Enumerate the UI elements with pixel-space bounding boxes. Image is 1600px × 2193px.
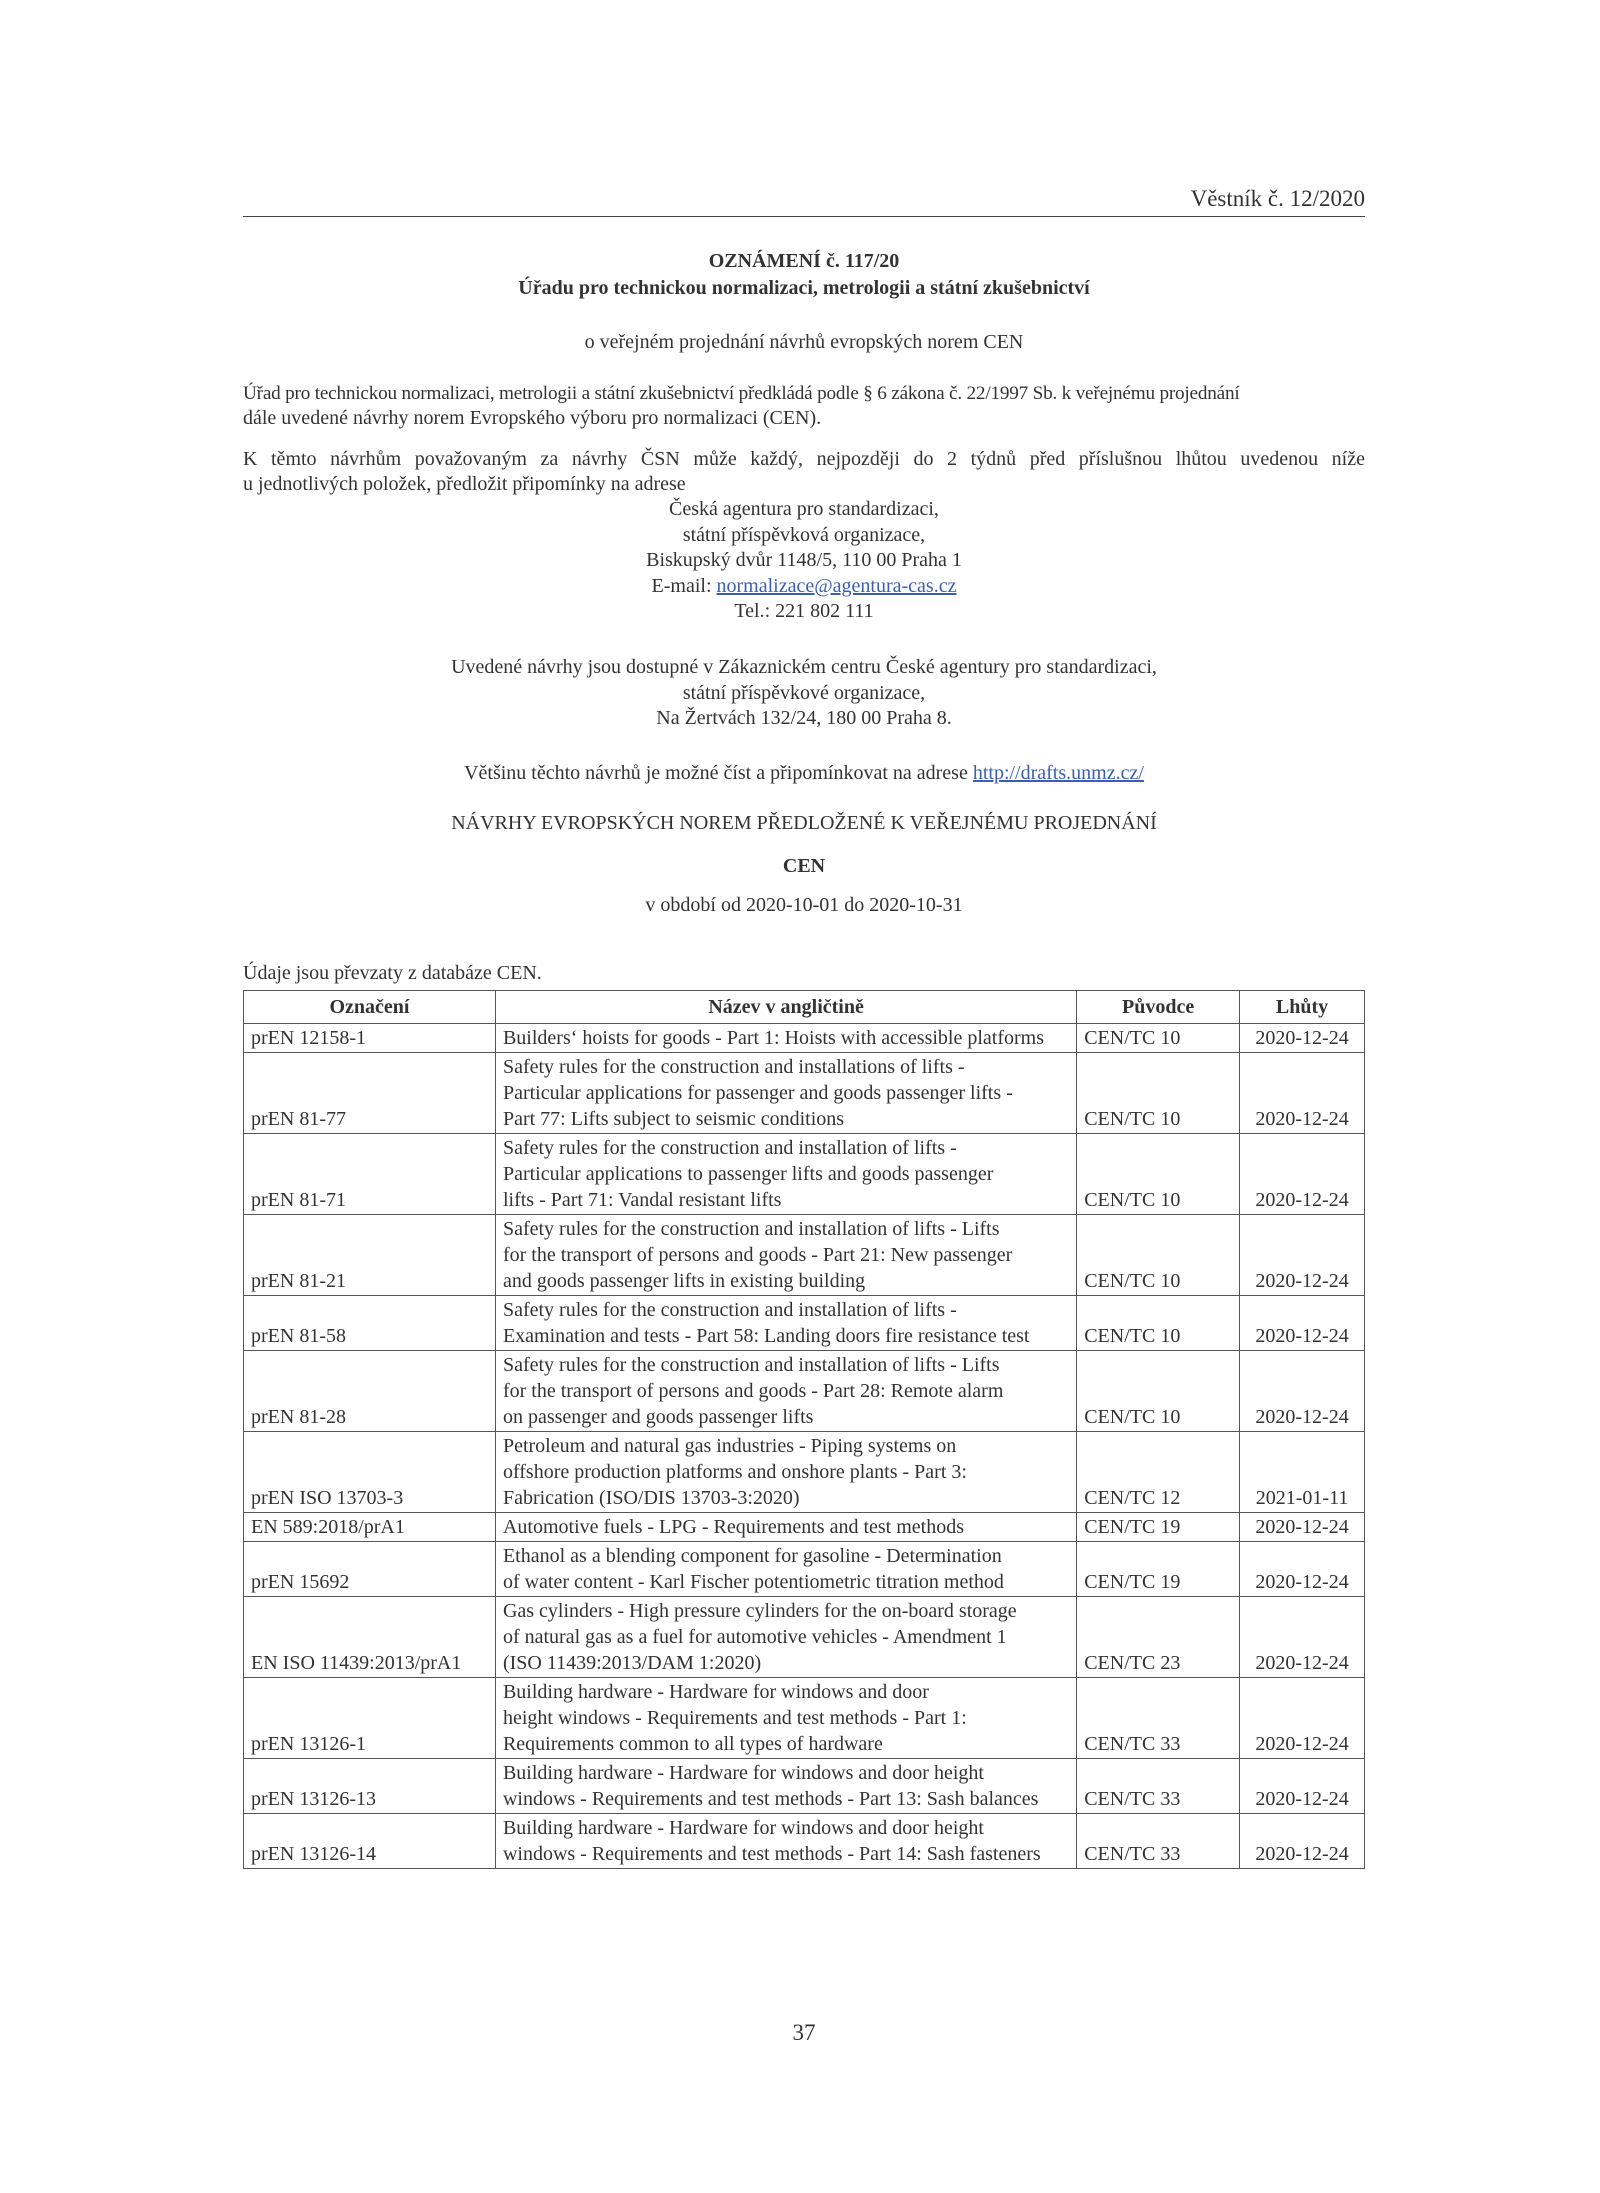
cell-code: prEN 81-71 — [244, 1134, 496, 1215]
cell-title: Building hardware - Hardware for windows and door height windows - Requirements and test methods - Part 14: Sash fasteners — [495, 1814, 1076, 1869]
cell-deadline: 2020-12-24 — [1240, 1215, 1365, 1296]
table-header-row — [244, 991, 1365, 1024]
header-rule — [243, 216, 1365, 217]
cell-deadline: 2021-01-11 — [1240, 1432, 1365, 1513]
drafts-table — [243, 990, 1365, 1869]
table-row — [244, 1542, 1365, 1597]
section-heading: NÁVRHY EVROPSKÝCH NOREM PŘEDLOŽENÉ K VEŘEJNÉMU PROJEDNÁNÍ — [451, 812, 1157, 834]
online-text: Většinu těchto návrhů je možné číst a připomínkovat na adrese — [464, 762, 973, 784]
cell-committee: CEN/TC 10 — [1077, 1134, 1240, 1215]
cell-title: Building hardware - Hardware for windows and door height windows - Requirements and test methods - Part 1: Requirements common to all types of hardware — [495, 1678, 1076, 1759]
cell-title: Automotive fuels - LPG - Requirements and test methods — [495, 1513, 1076, 1542]
cell-deadline: 2020-12-24 — [1240, 1351, 1365, 1432]
cell-code: prEN 81-77 — [244, 1053, 496, 1134]
cell-committee: CEN/TC 10 — [1077, 1215, 1240, 1296]
announcement-title: OZNÁMENÍ č. 117/20 — [708, 250, 900, 272]
cell-title: Building hardware - Hardware for windows and door height windows - Requirements and test methods - Part 13: Sash balances — [495, 1759, 1076, 1814]
cell-code: EN ISO 11439:2013/prA1 — [244, 1597, 496, 1678]
agency-org-type: státní příspěvková organizace, — [682, 523, 926, 546]
cell-committee: CEN/TC 10 — [1077, 1296, 1240, 1351]
agency-address — [243, 497, 1365, 625]
cell-code: prEN ISO 13703-3 — [244, 1432, 496, 1513]
cell-title: Gas cylinders - High pressure cylinders for the on-board storage of natural gas as a fuel for automotive vehicles - Amendment 1 (ISO 11439:2013/DAM 1:2020) — [495, 1597, 1076, 1678]
drafts-link[interactable]: http://drafts.unmz.cz/ — [972, 762, 1144, 784]
cell-code: prEN 81-28 — [244, 1351, 496, 1432]
online-notice — [243, 762, 1365, 785]
cell-deadline: 2020-12-24 — [1240, 1134, 1365, 1215]
section-body: CEN — [782, 855, 826, 877]
availability-line-3: Na Žertvách 132/24, 180 00 Praha 8. — [656, 707, 952, 729]
table-row — [244, 1432, 1365, 1513]
cell-deadline: 2020-12-24 — [1240, 1513, 1365, 1542]
column-header-code: Označení — [244, 991, 496, 1024]
cell-committee: CEN/TC 19 — [1077, 1542, 1240, 1597]
cell-committee: CEN/TC 19 — [1077, 1513, 1240, 1542]
cell-deadline: 2020-12-24 — [1240, 1678, 1365, 1759]
page-number: 37 — [792, 2020, 816, 2045]
cell-committee: CEN/TC 33 — [1077, 1678, 1240, 1759]
table-row — [244, 1296, 1365, 1351]
email-link[interactable]: normalizace@agentura-cas.cz — [716, 574, 957, 597]
cell-title: Builders‘ hoists for goods - Part 1: Hoists with accessible platforms — [495, 1024, 1076, 1053]
cell-code: prEN 13126-13 — [244, 1759, 496, 1814]
running-head: Věstník č. 12/2020 — [1190, 186, 1365, 211]
availability-block — [243, 655, 1365, 732]
cell-title: Petroleum and natural gas industries - Piping systems on offshore production platforms and onshore plants - Part 3: Fabrication (ISO/DIS 13703-3:2020) — [495, 1432, 1076, 1513]
cell-committee: CEN/TC 10 — [1077, 1053, 1240, 1134]
agency-phone: Tel.: 221 802 111 — [734, 600, 874, 622]
cell-committee: CEN/TC 10 — [1077, 1351, 1240, 1432]
availability-line-1: Uvedené návrhy jsou dostupné v Zákaznickém centru České agentury pro standardizaci, — [451, 656, 1157, 678]
comments-line-1: K těmto návrhům považovaným za návrhy ČSN může každý, nejpozději do 2 týdnů před příslušnou lhůtou uvedenou níže — [243, 448, 1365, 470]
availability-line-2: státní příspěvkové organizace, — [682, 681, 926, 704]
comments-paragraph — [243, 447, 1365, 497]
table-row — [244, 1134, 1365, 1215]
table-row — [244, 1759, 1365, 1814]
cell-deadline: 2020-12-24 — [1240, 1759, 1365, 1814]
cell-committee: CEN/TC 33 — [1077, 1759, 1240, 1814]
agency-email-line — [243, 574, 1365, 600]
cell-committee: CEN/TC 10 — [1077, 1024, 1240, 1053]
cell-title: Safety rules for the construction and installations of lifts - Particular applications for passenger and goods passenger lifts - Part 77: Lifts subject to seismic conditions — [495, 1053, 1076, 1134]
table-row — [244, 1678, 1365, 1759]
cell-title: Safety rules for the construction and installation of lifts - Lifts for the transport of persons and goods - Part 21: New passenger and goods passenger lifts in existing building — [495, 1215, 1076, 1296]
table-row — [244, 1597, 1365, 1678]
comments-line-2: u jednotlivých položek, předložit připomínky na adrese — [243, 473, 686, 495]
cell-code: prEN 15692 — [244, 1542, 496, 1597]
cell-code: prEN 12158-1 — [244, 1024, 496, 1053]
cell-deadline: 2020-12-24 — [1240, 1296, 1365, 1351]
cell-committee: CEN/TC 12 — [1077, 1432, 1240, 1513]
cell-code: prEN 13126-1 — [244, 1678, 496, 1759]
cell-deadline: 2020-12-24 — [1240, 1024, 1365, 1053]
table-row — [244, 1814, 1365, 1869]
section-period: v období od 2020-10-01 do 2020-10-31 — [645, 894, 963, 916]
cell-code: prEN 81-21 — [244, 1215, 496, 1296]
cell-committee: CEN/TC 23 — [1077, 1597, 1240, 1678]
table-row — [244, 1351, 1365, 1432]
cell-code: prEN 81-58 — [244, 1296, 496, 1351]
intro-paragraph — [243, 381, 1365, 431]
table-caption: Údaje jsou převzaty z databáze CEN. — [243, 962, 542, 984]
cell-title: Safety rules for the construction and installation of lifts - Examination and tests - Part 58: Landing doors fire resistance test — [495, 1296, 1076, 1351]
intro-line-2: dále uvedené návrhy norem Evropského výboru pro normalizaci (CEN). — [243, 407, 822, 429]
cell-committee: CEN/TC 33 — [1077, 1814, 1240, 1869]
column-header-committee: Původce — [1077, 991, 1240, 1024]
email-label: E-mail: — [651, 574, 717, 597]
announcement-issuer: Úřadu pro technickou normalizaci, metrologii a státní zkušebnictví — [518, 277, 1090, 299]
agency-street: Biskupský dvůr 1148/5, 110 00 Praha 1 — [646, 549, 962, 571]
cell-code: prEN 13126-14 — [244, 1814, 496, 1869]
column-header-title: Název v angličtině — [495, 991, 1076, 1024]
announcement-subject: o veřejném projednání návrhů evropských norem CEN — [584, 331, 1024, 353]
cell-deadline: 2020-12-24 — [1240, 1814, 1365, 1869]
agency-name: Česká agentura pro standardizaci, — [669, 498, 939, 520]
cell-deadline: 2020-12-24 — [1240, 1053, 1365, 1134]
table-row — [244, 1513, 1365, 1542]
cell-deadline: 2020-12-24 — [1240, 1597, 1365, 1678]
cell-title: Ethanol as a blending component for gasoline - Determination of water content - Karl Fischer potentiometric titration method — [495, 1542, 1076, 1597]
table-row — [244, 1053, 1365, 1134]
cell-code: EN 589:2018/prA1 — [244, 1513, 496, 1542]
cell-deadline: 2020-12-24 — [1240, 1542, 1365, 1597]
cell-title: Safety rules for the construction and installation of lifts - Lifts for the transport of persons and goods - Part 28: Remote alarm on passenger and goods passenger lifts — [495, 1351, 1076, 1432]
table-row — [244, 1215, 1365, 1296]
intro-line-1: Úřad pro technickou normalizaci, metrologii a státní zkušebnictví předkládá podle § 6 zákona č. 22/1997 Sb. k veřejnému projednání — [243, 383, 1240, 404]
column-header-deadline: Lhůty — [1240, 991, 1365, 1024]
document-page — [243, 0, 1365, 2193]
table-row — [244, 1024, 1365, 1053]
cell-title: Safety rules for the construction and installation of lifts - Particular applications to passenger lifts and goods passenger lifts - Part 71: Vandal resistant lifts — [495, 1134, 1076, 1215]
